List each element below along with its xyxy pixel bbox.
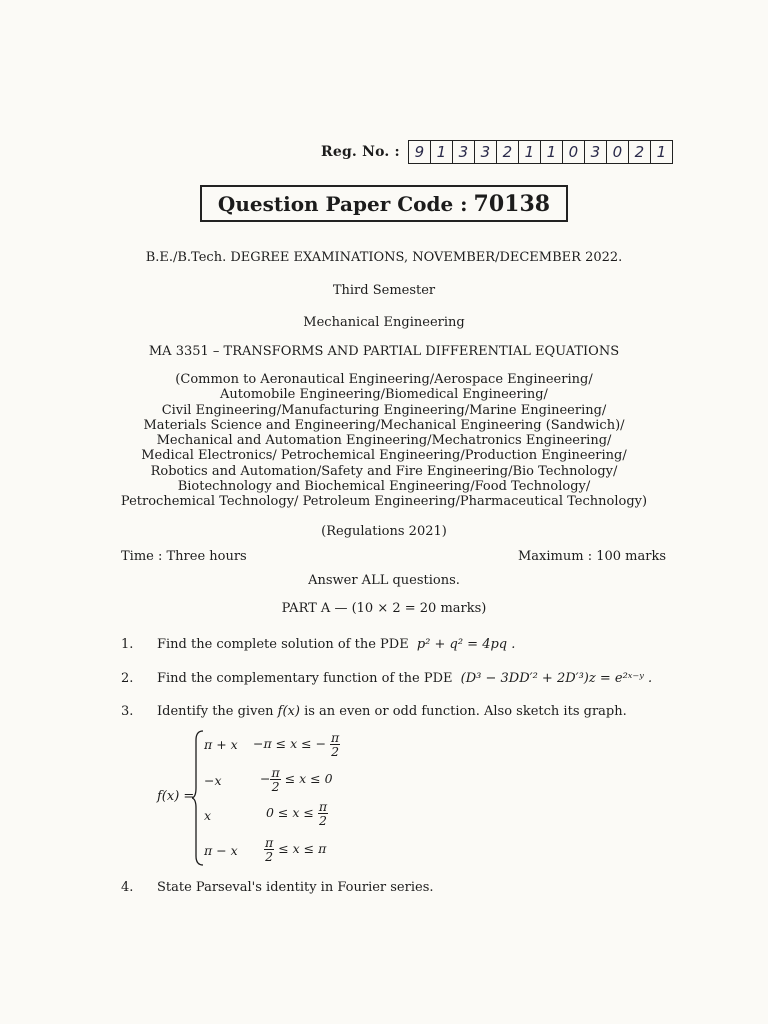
reg-digit: 1 [431, 141, 453, 163]
question-text: Find the complete solution of the PDE [157, 637, 409, 652]
left-brace [192, 730, 204, 866]
piecewise-expr: −x [204, 773, 222, 788]
fraction-denominator: 2 [318, 813, 327, 828]
common-to-list [0, 372, 768, 510]
common-to-line: Biotechnology and Biochemical Engineering/Food Technology/ [177, 479, 591, 495]
reg-digit: 3 [585, 141, 607, 163]
part-a-heading: PART A — (10 × 2 = 20 marks) [281, 601, 487, 616]
question-number: 3. [121, 704, 134, 719]
fraction-denominator: 2 [331, 744, 340, 759]
time-allowed: Time : Three hours [121, 549, 247, 564]
condition-text: 0 ≤ x ≤ [266, 805, 314, 820]
regulations: (Regulations 2021) [321, 524, 447, 539]
maximum-marks: Maximum : 100 marks [518, 549, 667, 564]
common-to-line: Medical Electronics/ Petrochemical Engineering/Production Engineering/ [141, 448, 627, 464]
fraction-denominator: 2 [271, 779, 280, 794]
piecewise-condition [264, 836, 326, 863]
department: Mechanical Engineering [303, 315, 465, 330]
question-paper-code-box [200, 185, 568, 222]
reg-digit: 3 [453, 141, 475, 163]
condition-text: ≤ x ≤ 0 [284, 771, 333, 786]
reg-digit: 0 [563, 141, 585, 163]
subject-title: MA 3351 – TRANSFORMS AND PARTIAL DIFFERENTIAL EQUATIONS [148, 344, 620, 359]
question-math: (D³ − 3DD′² + 2D′³)z = e²ˣ⁻ʸ . [460, 671, 653, 686]
piecewise-expr: x [204, 808, 212, 823]
common-to-line: Robotics and Automation/Safety and Fire Engineering/Bio Technology/ [150, 463, 618, 479]
reg-digit: 1 [519, 141, 541, 163]
fraction [270, 766, 280, 793]
reg-digit: 2 [497, 141, 519, 163]
condition-text: ≤ x ≤ π [278, 841, 327, 856]
question-4 [121, 880, 434, 895]
piecewise-condition [266, 800, 328, 827]
question-1 [121, 637, 515, 652]
question-3 [121, 704, 627, 719]
piecewise-expr: π − x [204, 843, 238, 858]
fraction-numerator: π [318, 799, 328, 814]
semester: Third Semester [332, 283, 436, 298]
reg-digit: 9 [409, 141, 431, 163]
question-text: is an even or odd function. Also sketch its graph. [304, 704, 627, 719]
reg-digit: 1 [541, 141, 563, 163]
common-to-line: (Common to Aeronautical Engineering/Aerospace Engineering/ [175, 372, 593, 387]
question-math: f(x) [277, 704, 300, 719]
reg-digit: 3 [475, 141, 497, 163]
common-to-line: Petrochemical Technology/ Petroleum Engineering/Pharmaceutical Technology) [120, 494, 648, 510]
condition-text: − [260, 771, 271, 786]
fraction-numerator: π [331, 730, 340, 745]
fraction-numerator: π [265, 835, 274, 850]
common-to-line: Civil Engineering/Manufacturing Engineering/Marine Engineering/ [161, 402, 607, 418]
question-text: Find the complementary function of the PDE [157, 671, 453, 686]
reg-number-label: Reg. No. : [321, 144, 400, 160]
reg-digit: 1 [656, 143, 667, 161]
question-text: State Parseval's identity in Fourier series. [157, 880, 434, 895]
exam-title: B.E./B.Tech. DEGREE EXAMINATIONS, NOVEMBER/DECEMBER 2022. [145, 250, 623, 265]
question-math: p² + q² = 4pq . [416, 637, 516, 652]
fraction-numerator: π [271, 765, 280, 780]
fraction [318, 800, 328, 827]
reg-digit: 0 [607, 141, 629, 163]
fraction [264, 836, 274, 863]
common-to-line: Materials Science and Engineering/Mechanical Engineering (Sandwich)/ [143, 417, 625, 433]
instruction: Answer ALL questions. [308, 573, 460, 588]
common-to-line: Automobile Engineering/Biomedical Engineering/ [220, 387, 548, 403]
fraction-denominator: 2 [265, 849, 274, 864]
piecewise-condition [253, 731, 340, 758]
question-paper-code: 70138 [473, 190, 551, 217]
common-to-line: Mechanical and Automation Engineering/Mechatronics Engineering/ [156, 433, 612, 449]
question-number: 4. [121, 880, 134, 895]
piecewise-lhs: f(x) = [157, 789, 195, 804]
reg-digit: 2 [629, 141, 651, 163]
question-number: 2. [121, 671, 134, 686]
question-number: 1. [121, 637, 134, 652]
reg-number [321, 140, 673, 164]
piecewise-condition [260, 766, 333, 793]
reg-number-boxes [408, 140, 673, 164]
fraction [330, 731, 340, 758]
question-2 [121, 671, 652, 686]
condition-text: −π ≤ x ≤ − [253, 736, 327, 751]
question-text: Identify the given [157, 704, 274, 719]
piecewise-expr: π + x [204, 737, 238, 752]
question-paper-code-label: Question Paper Code : [217, 191, 468, 216]
